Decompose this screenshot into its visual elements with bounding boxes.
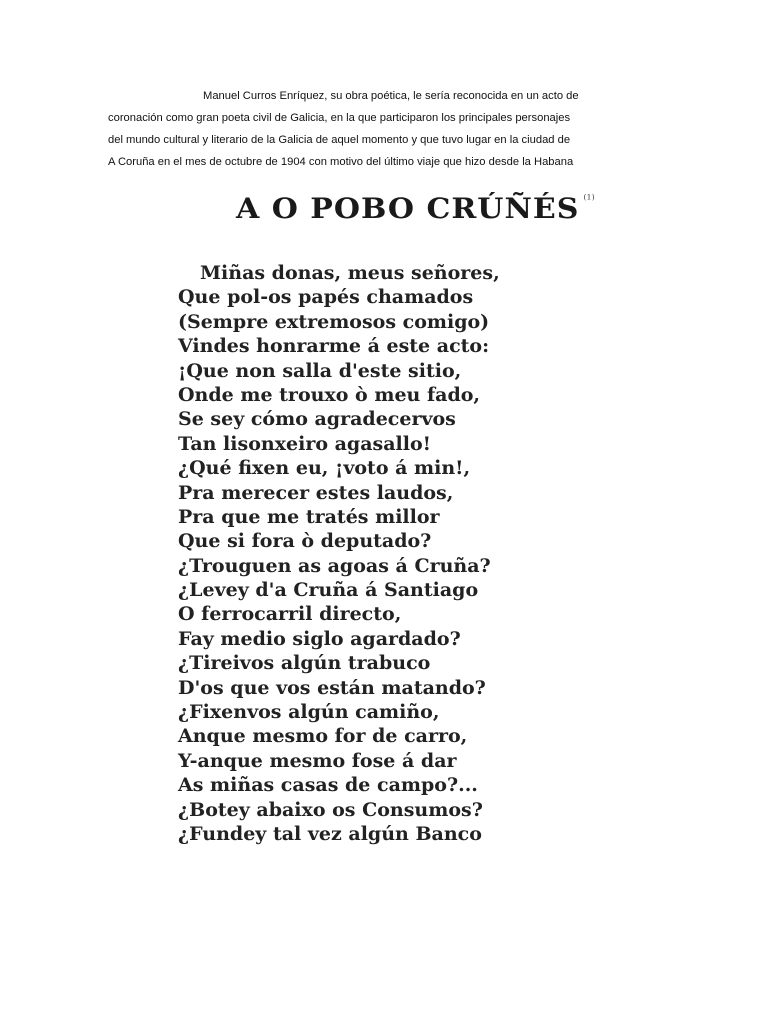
poem-verse: Y-anque mesmo fose á dar [178, 749, 457, 772]
poem-verse: ¿Fixenvos algún camiño, [178, 701, 440, 724]
poem-verse: ¿Trouguen as agoas á Cruña? [178, 554, 491, 577]
poem-verse: Pra que me tratés millor [178, 505, 440, 528]
poem-title-footnote-mark: (1) [583, 193, 595, 202]
poem-verse: Anque mesmo for de carro, [178, 725, 468, 748]
poem-verse: ¿Levey d'a Cruña á Santiago [178, 579, 479, 602]
poem-verse: ¿Tireivos algún trabuco [178, 652, 431, 675]
poem-verse: Se sey cómo agradecervos [178, 408, 456, 431]
intro-line: A Coruña en el mes de octubre de 1904 con motivo del último viaje que hizo desde la Habana [108, 156, 574, 168]
poem-title [236, 193, 595, 225]
poem-verse: Pra merecer estes laudos, [178, 481, 454, 504]
poem-verse: ¿Qué fixen eu, ¡voto á min!, [178, 457, 471, 480]
poem-verse: Tan lisonxeiro agasallo! [178, 432, 431, 455]
intro-paragraph [108, 85, 668, 173]
poem-verse: Vindes honrarme á este acto: [178, 335, 490, 358]
poem-verses [178, 261, 500, 846]
poem-verse: ¿Botey abaixo os Consumos? [178, 798, 483, 821]
poem-verse: O ferrocarril directo, [178, 603, 402, 626]
intro-line: Manuel Curros Enríquez, su obra poética, le sería reconocida en un acto de [203, 90, 579, 102]
poem-verse: (Sempre extremosos comigo) [178, 310, 490, 333]
poem-verse: Que si fora ò deputado? [178, 530, 432, 553]
poem-title-text: A O POBO CRÚÑÉS [236, 193, 580, 226]
poem-verse: D'os que vos están matando? [178, 676, 486, 699]
poem-verse: Miñas donas, meus señores, [200, 262, 500, 284]
poem-verse: Fay medio siglo agardado? [178, 627, 461, 650]
intro-line: coronación como gran poeta civil de Galicia, en la que participaron los principales personajes [108, 112, 571, 124]
poem-verse: As miñas casas de campo?... [178, 774, 478, 797]
poem-verse: ¿Fundey tal vez algún Banco [178, 822, 482, 845]
poem-verse: Que pol-os papés chamados [178, 286, 474, 309]
poem-verse: ¡Que non salla d'este sitio, [178, 359, 462, 382]
intro-line: del mundo cultural y literario de la Galicia de aquel momento y que tuvo lugar en la ciudad de [108, 134, 571, 146]
poem-verse: Onde me trouxo ò meu fado, [178, 383, 481, 406]
